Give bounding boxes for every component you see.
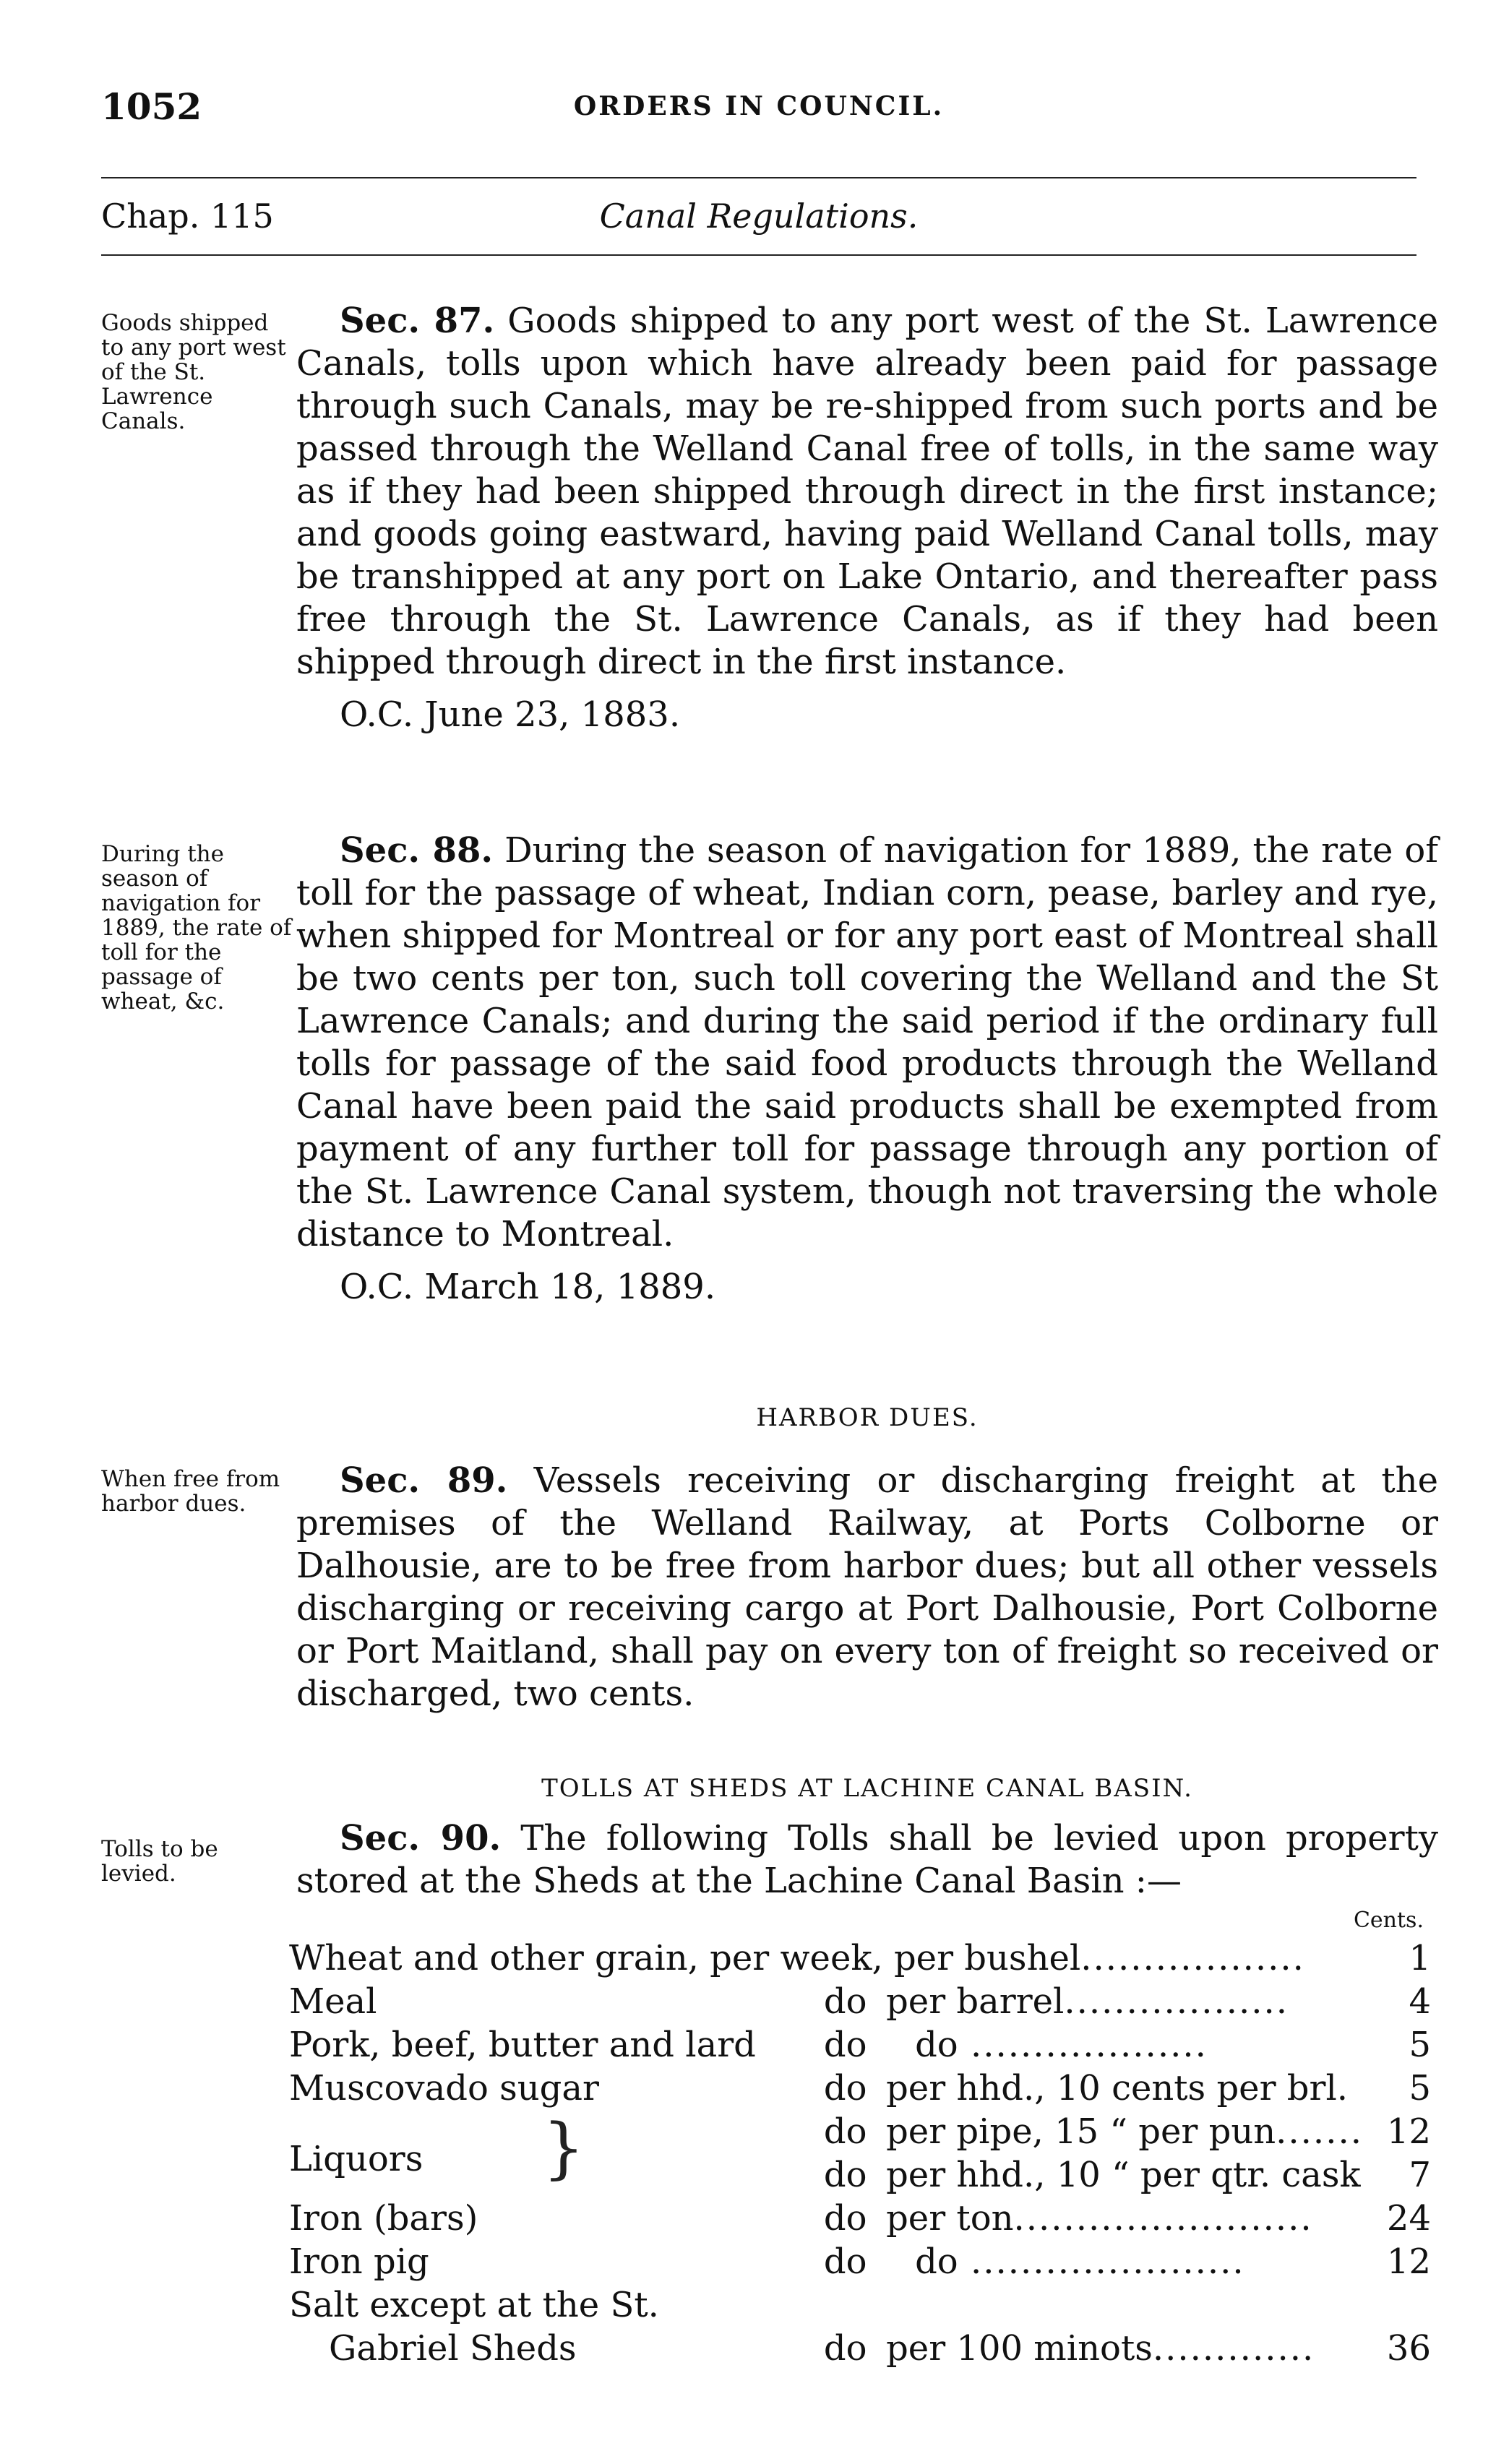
section-88-text <box>296 830 1438 1256</box>
toll-item: Gabriel Sheds <box>329 2328 577 2369</box>
running-title: ORDERS IN COUNCIL. <box>573 91 945 121</box>
header-rule <box>101 177 1416 178</box>
toll-unit: do <box>823 1981 867 2022</box>
table-row <box>289 2023 1431 2067</box>
toll-rate: per 100 minots............. <box>886 2328 1315 2369</box>
section-87-body: Goods shipped to any port west of the St. Lawrence Canals, tolls upon which have already been paid for passage through such Canals, may be re-shipped from such ports and be passed through the Welland Canal free of tolls, in the same way as if they had been shipped through direct in the first instance; and goods going eastward, having paid Welland Canal tolls, may be transhipped at any port on Lake Ontario, and thereafter pass free through the St. Lawrence Canals, as if they had been shipped through direct in the first instance. <box>296 301 1439 682</box>
toll-amount: 24 <box>1386 2198 1431 2239</box>
section-87-order: O.C. June 23, 1883. <box>340 694 681 735</box>
toll-item: Iron (bars) <box>289 2198 478 2239</box>
toll-rate: do ................... <box>915 2025 1208 2065</box>
toll-unit: do <box>823 2155 867 2195</box>
toll-rate: per ton........................ <box>886 2198 1313 2239</box>
margin-note-sec-89: When free from harbor dues. <box>101 1466 280 1517</box>
section-88-body: During the season of navigation for 1889, the rate of toll for the passage of wheat, Indian corn, pease, barley and rye, when shipped for Montreal or for any port east of Montreal shall be two cents per ton, such toll covering the Welland and the St Lawrence Canals; and during the said period if the ordinary full tolls for passage of the said food products through the Welland Canal have been paid the said products shall be exempted from payment of any further toll for passage through any portion of the St. Lawrence Canal system, though not traversing the whole distance to Montreal. <box>296 830 1438 1254</box>
section-89-text <box>296 1460 1438 1715</box>
section-88-number: Sec. 88. <box>340 830 494 871</box>
section-87-text <box>296 300 1438 684</box>
tolls-table <box>289 1937 1431 2370</box>
margin-note-sec-90: Tolls to be levied. <box>101 1836 218 1887</box>
chapter-line <box>101 197 1416 240</box>
chapter-rule <box>101 254 1416 256</box>
toll-item-liquors: Liquors } <box>289 2108 585 2187</box>
toll-rate <box>886 2283 1363 2327</box>
toll-amount: 12 <box>1386 2111 1431 2152</box>
toll-amount: 12 <box>1386 2241 1431 2282</box>
table-row <box>289 1937 1431 1980</box>
toll-item: Wheat and other grain, per week, per bushel.................. <box>289 1938 1305 1978</box>
toll-item: Salt except at the St. <box>289 2285 659 2325</box>
section-89-number: Sec. 89. <box>340 1460 508 1501</box>
harbor-dues-heading: HARBOR DUES. <box>756 1403 979 1432</box>
toll-rate: per hhd., 10 “ per qtr. cask <box>886 2155 1361 2195</box>
section-88 <box>296 830 1438 1309</box>
section-90-number: Sec. 90. <box>340 1818 502 1858</box>
toll-rate: per barrel.................. <box>886 1981 1289 2022</box>
toll-amount: 7 <box>1409 2155 1431 2195</box>
margin-note-sec-88: During the season of navigation for 1889, the rate of toll for the passage of wheat, &c. <box>101 841 292 1015</box>
table-row <box>289 2110 1431 2153</box>
toll-amount <box>1363 2283 1431 2327</box>
toll-unit: do <box>823 2241 867 2282</box>
toll-rate: per pipe, 15 “ per pun....... <box>886 2111 1363 2152</box>
section-89 <box>296 1460 1438 1715</box>
toll-rate: per hhd., 10 cents per brl. <box>886 2068 1349 2108</box>
toll-item: Muscovado sugar <box>289 2068 599 2108</box>
table-row <box>289 2197 1431 2240</box>
sheds-heading: TOLLS AT SHEDS AT LACHINE CANAL BASIN. <box>541 1774 1193 1803</box>
toll-unit: do <box>823 2025 867 2065</box>
toll-item: Iron pig <box>289 2241 429 2282</box>
table-row <box>289 2327 1431 2370</box>
section-90-body: The following Tolls shall be levied upon property stored at the Sheds at the Lachine Canal Basin :— <box>296 1818 1439 1901</box>
table-row <box>289 1980 1431 2023</box>
table-row <box>289 2067 1431 2110</box>
cents-column-header: Cents. <box>1353 1908 1424 1933</box>
toll-amount: 5 <box>1409 2068 1431 2108</box>
toll-amount: 4 <box>1409 1981 1431 2022</box>
brace-icon: } <box>542 2108 585 2187</box>
toll-amount: 36 <box>1386 2328 1431 2369</box>
running-head <box>101 85 1416 129</box>
toll-item: Pork, beef, butter and lard <box>289 2025 756 2065</box>
toll-amount: 5 <box>1409 2025 1431 2065</box>
section-89-body: Vessels receiving or discharging freight at the premises of the Welland Railway, at Ports Colborne or Dalhousie, are to be free from harbor dues; but all other vessels discharging or receiving cargo at Port Dalhousie, Port Colborne or Port Maitland, shall pay on every ton of freight so received or discharged, two cents. <box>296 1460 1439 1714</box>
section-90 <box>296 1817 1438 1903</box>
toll-unit: do <box>823 2198 867 2239</box>
toll-item: Meal <box>289 1981 377 2022</box>
section-87-number: Sec. 87. <box>340 301 495 341</box>
toll-unit <box>804 2283 886 2327</box>
margin-note-sec-87: Goods shipped to any port west of the St. Lawrence Canals. <box>101 310 286 434</box>
toll-unit: do <box>823 2068 867 2108</box>
toll-unit: do <box>823 2328 867 2369</box>
section-88-order: O.C. March 18, 1889. <box>340 1267 716 1307</box>
table-row <box>289 2283 1431 2327</box>
toll-rate: do ...................... <box>915 2241 1245 2282</box>
chapter-label: Chap. 115 <box>101 197 274 236</box>
section-87 <box>296 300 1438 736</box>
table-row <box>289 2240 1431 2283</box>
toll-amount: 1 <box>1409 1938 1431 1978</box>
page-number: 1052 <box>101 85 202 128</box>
chapter-title: Canal Regulations. <box>599 197 919 236</box>
toll-unit: do <box>823 2111 867 2152</box>
section-90-text <box>296 1817 1438 1903</box>
